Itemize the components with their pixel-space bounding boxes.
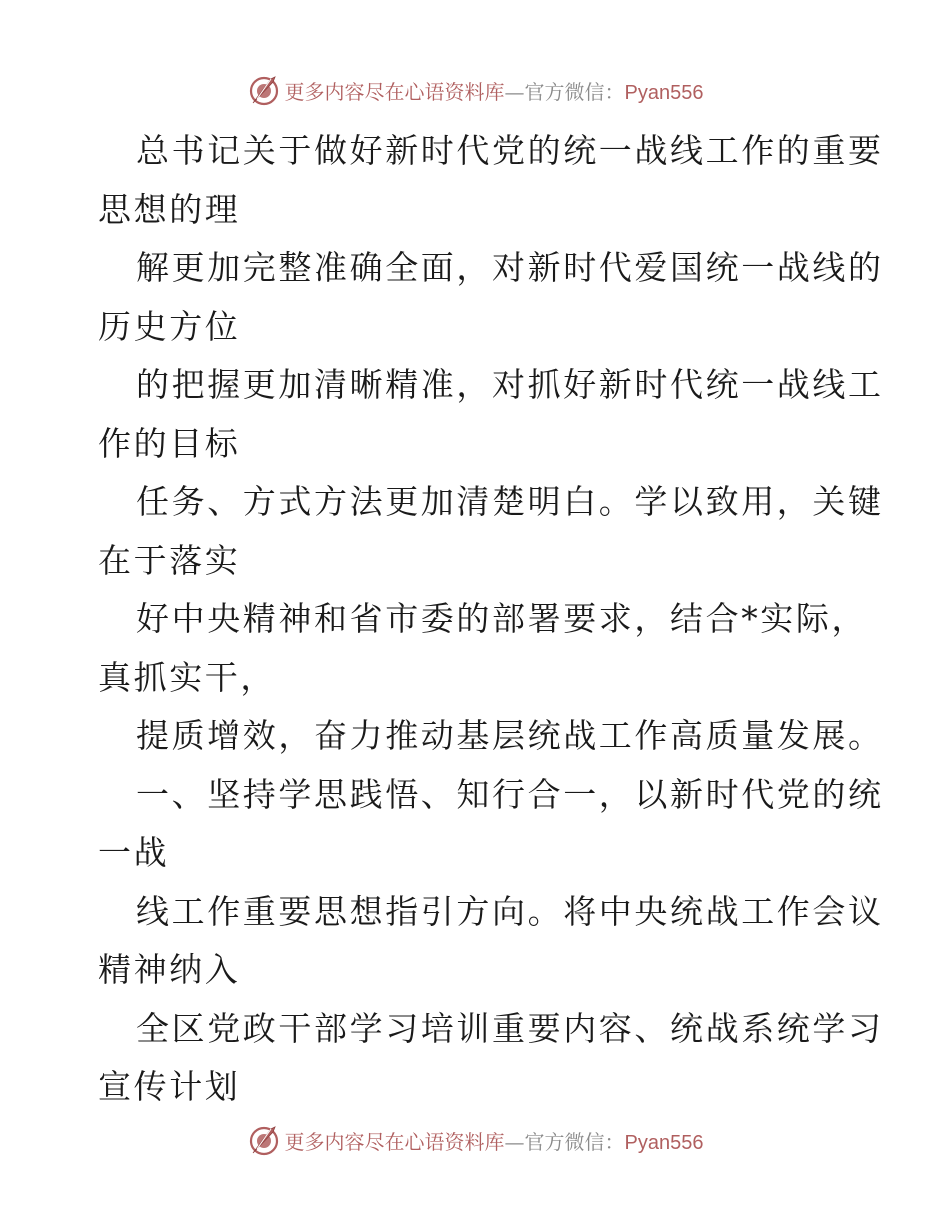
body-line: 思想的理 [98,189,241,229]
body-line: 全区党政干部学习培训重要内容、统战系统学习 [136,1008,884,1048]
body-line: 好中央精神和省市委的部署要求，结合*实际， [136,599,868,638]
watermark-text [285,76,704,105]
watermark-wechat-id: Pyan556 [624,1131,704,1154]
body-line: 宣传计划 [98,1067,241,1106]
watermark-site: 更多内容尽在心语资料库 [284,79,505,104]
watermark-wechat-label: 官方微信： [524,79,625,104]
body-line: 作的目标 [98,423,241,463]
body-line: 历史方位 [98,306,241,346]
body-line: 在于落实 [98,540,241,580]
body-line: 的把握更加清晰精准，对抓好新时代统一战线工 [136,365,884,404]
body-line: 提质增效，奋力推动基层统战工作高质量发展。 [136,716,884,755]
feather-pen-logo-icon [247,1123,281,1157]
watermark-wechat-label: 官方微信： [524,1129,625,1154]
body-line: 线工作重要思想指引方向。将中央统战工作会议 [136,891,884,931]
watermark-wechat-id: Pyan556 [624,81,704,104]
footer-watermark [0,1120,950,1160]
body-line: 真抓实干， [98,657,276,697]
body-line: 总书记关于做好新时代党的统一战线工作的重要 [136,131,884,170]
header-watermark [0,70,950,110]
watermark-text [285,1126,704,1155]
watermark-site: 更多内容尽在心语资料库 [284,1129,505,1154]
body-line: 一、坚持学思践悟、知行合一，以新时代党的统 [136,774,884,814]
body-line: 一战 [98,833,170,872]
watermark-dash: — [504,79,525,104]
body-line: 解更加完整准确全面，对新时代爱国统一战线的 [136,248,884,287]
body-line: 精神纳入 [98,950,241,989]
feather-pen-logo-icon [247,73,281,107]
watermark-dash: — [504,1129,525,1154]
document-body [98,122,884,1117]
body-line: 任务、方式方法更加清楚明白。学以致用，关键 [136,482,884,521]
